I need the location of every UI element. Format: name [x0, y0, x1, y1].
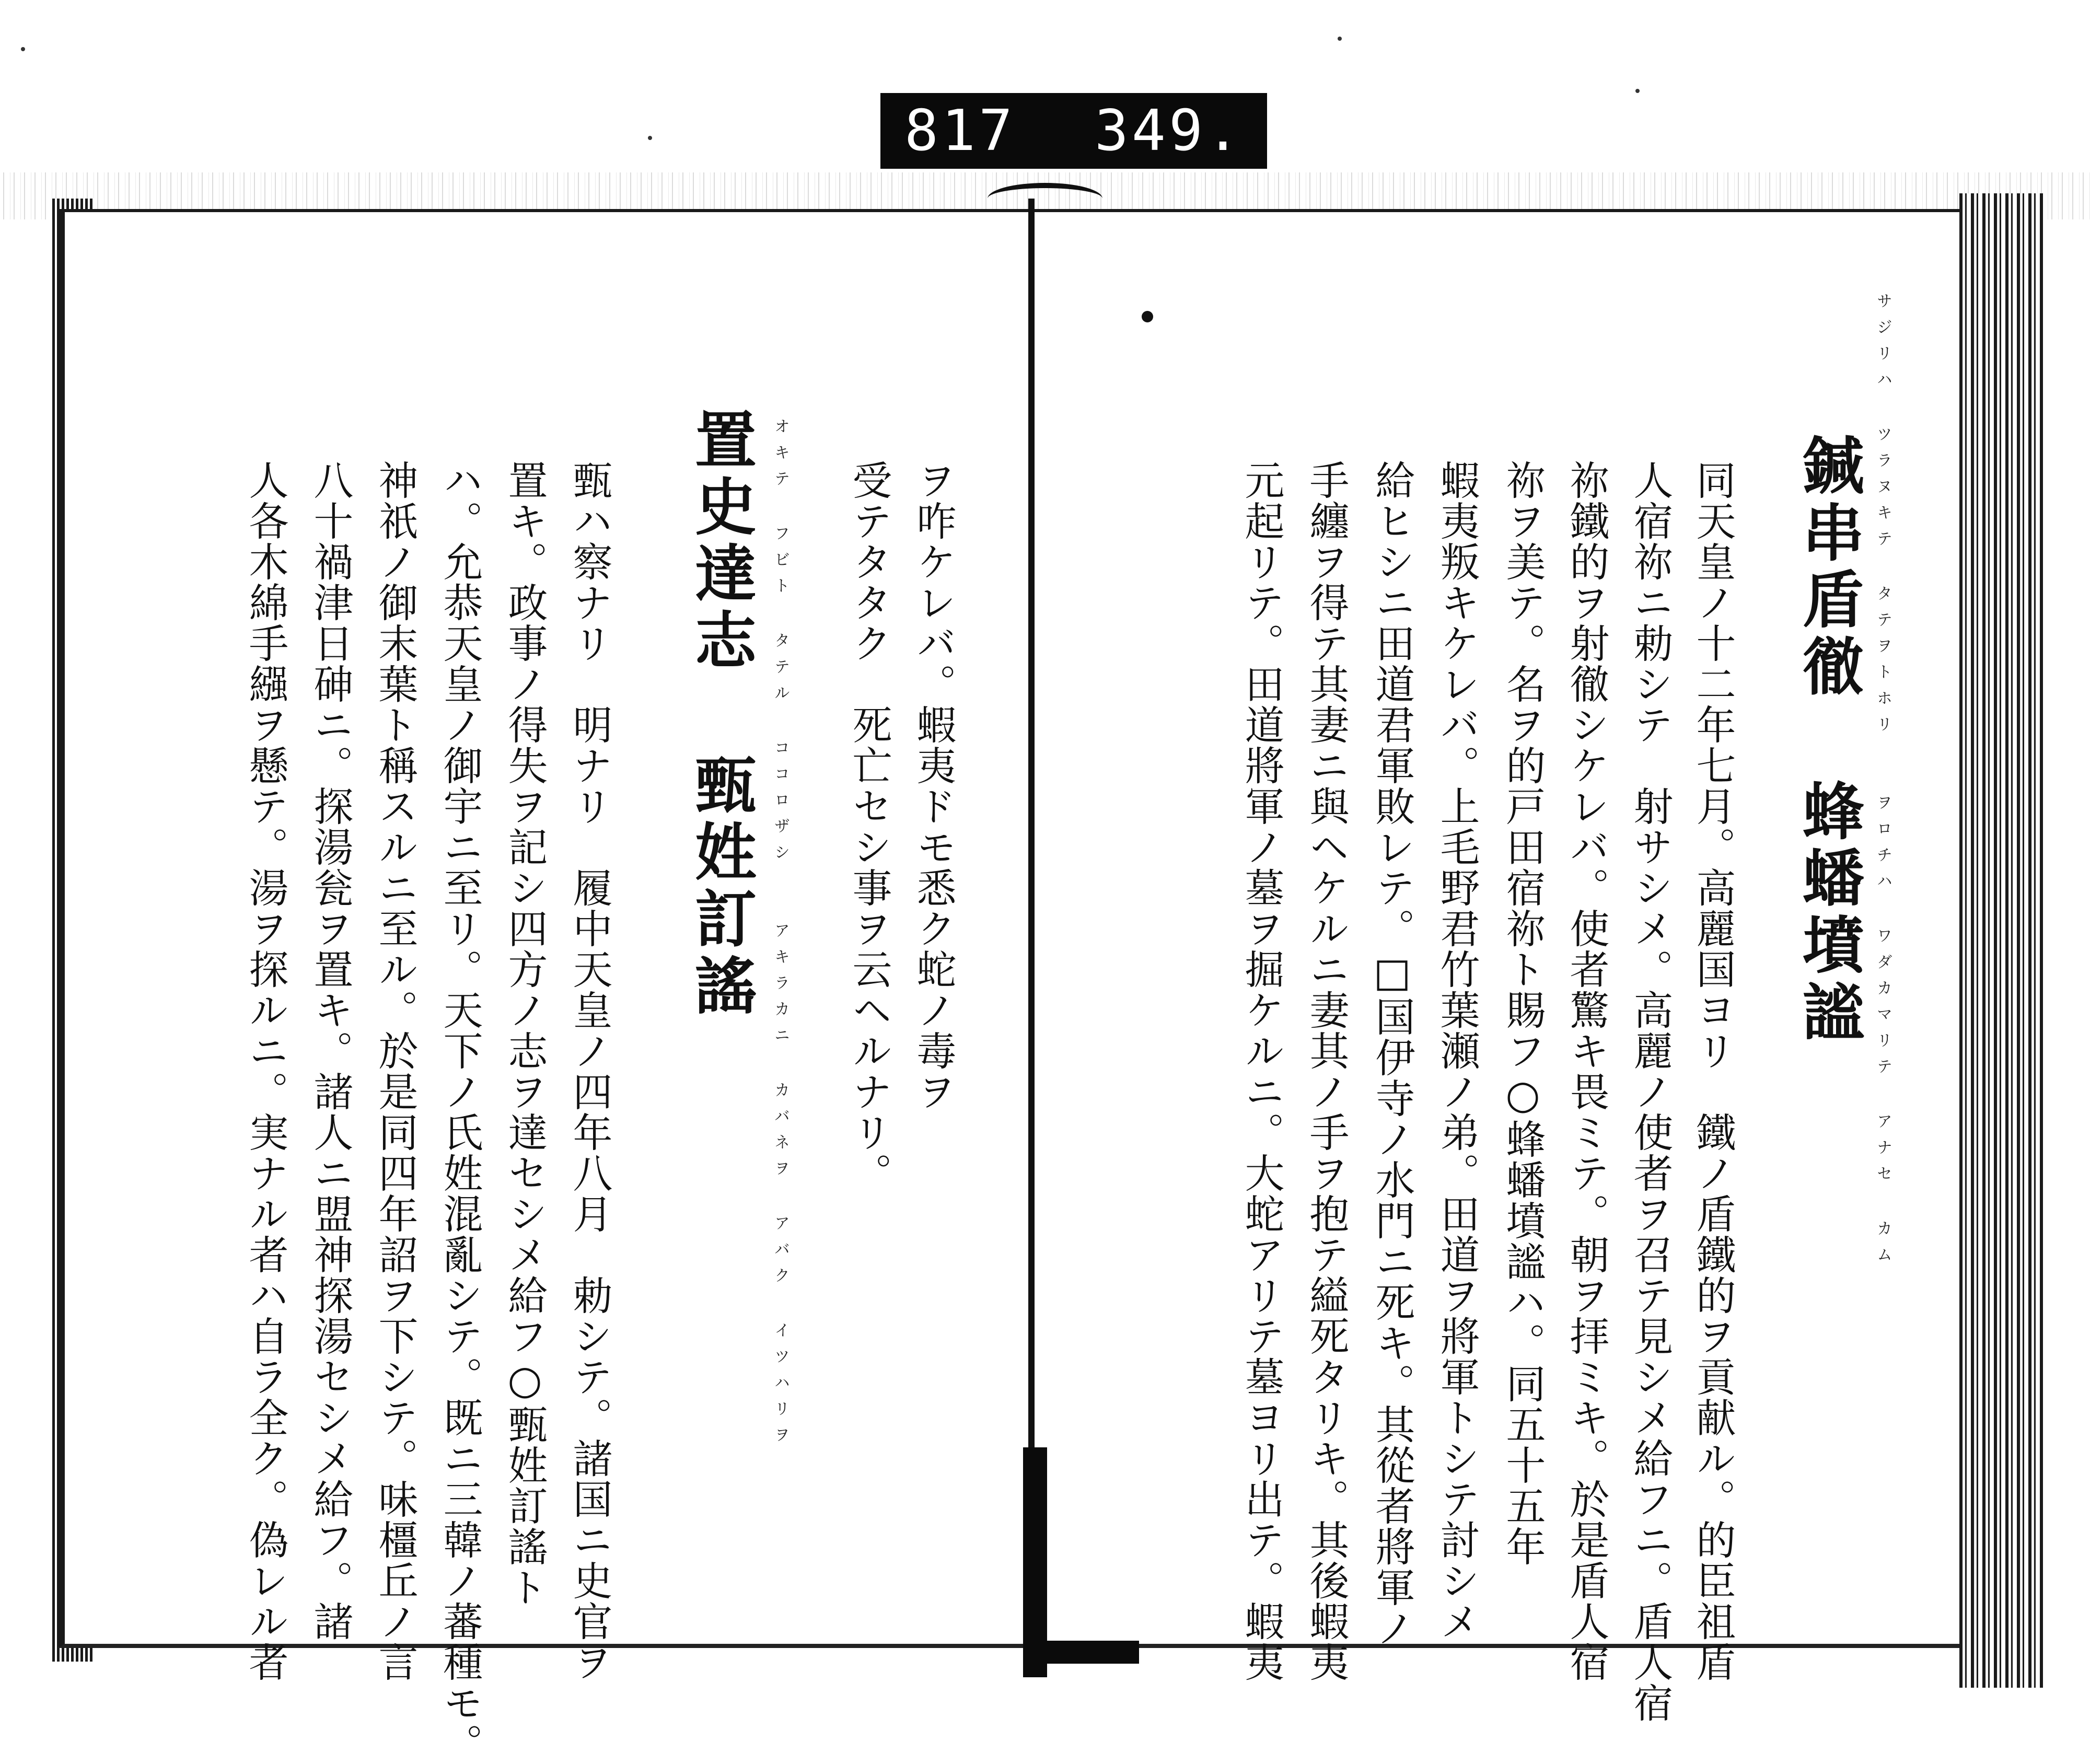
right-text-line: 祢ヲ美テ。名ヲ的戸田宿祢ト賜フ○蜂蟠墳謐ハ。同五十五年 [1500, 460, 1546, 1567]
right-text-line: 手纏ヲ得テ其妻ニ與ヘケルニ妻其ノ手ヲ抱テ縊死タリキ。其後蝦夷 [1303, 460, 1350, 1682]
spine-top-curl [988, 183, 1102, 214]
catalog-number-left: 817 [904, 98, 1016, 164]
right-text-line: 元起リテ。田道將軍ノ墓ヲ掘ケルニ。大蛇アリテ墓ヨリ出テ。蝦夷 [1238, 460, 1285, 1682]
left-text-line: 神祇ノ御末葉ト稱スルニ至ル。於是同四年詔ヲ下シテ。味橿丘ノ言 [372, 460, 419, 1682]
right-text-line: 給ヒシニ田道君軍敗レテ。□国伊寺ノ水門ニ死キ。其從者將軍ノ [1369, 460, 1415, 1649]
open-book [57, 199, 2043, 1698]
left-text-line: 八十禍津日砷ニ。探湯瓮ヲ置キ。諸人ニ盟神探湯セシメ給フ。諸 [307, 460, 354, 1642]
left-text-line: 甄ハ察ナリ 明ナリ 履中天皇ノ四年八月 勅シテ。諸国ニ史官ヲ [566, 460, 613, 1682]
right-page-edges [1959, 193, 2043, 1688]
ink-dot [1142, 311, 1153, 322]
left-continuation-line: 受テタタク 死亡セシ事ヲ云ヘルナリ。 [846, 460, 892, 1193]
book-gutter [1028, 199, 1035, 1557]
right-page-title: 鍼串盾徹 蜂蟠墳謐 [1792, 434, 1865, 1047]
scan-speck [21, 47, 25, 51]
scan-speck [648, 136, 652, 140]
right-text-line: 同天皇ノ十二年七月。高麗国ヨリ 鐵ノ盾鐵的ヲ貢献ル。的臣祖盾 [1690, 460, 1736, 1682]
catalog-number-label [880, 93, 1267, 169]
left-section-ruby: オキテ フビト タテル ココロザシ アキラカニ カバネヲ アバク イツハリヲ [771, 418, 789, 1453]
left-text-line: 置キ。政事ノ得失ヲ記シ四方ノ志ヲ達セシメ給フ○甄姓訂謠ト [502, 460, 548, 1608]
left-continuation-line: ヲ咋ケレバ。蝦夷ドモ悉ク蛇ノ毒ヲ [910, 460, 957, 1112]
right-text-line: 蝦夷叛キケレバ。上毛野君竹葉瀬ノ弟。田道ヲ將軍トシテ討シメ [1434, 460, 1480, 1642]
scan-speck [1338, 37, 1342, 41]
catalog-number-right: 349. [1094, 98, 1243, 164]
gutter-base-shadow [1045, 1641, 1139, 1664]
right-title-ruby: サジリハ ツラヌキテ タテヲトホリ ヲロチハ ワダカマリテ アナセ カム [1874, 293, 1892, 1272]
scan-speck [1635, 89, 1640, 93]
left-section-title: 置史達志 甄姓訂謠 [684, 408, 757, 1020]
right-text-line: 人宿祢ニ勅シテ 射サシメ。高麗ノ使者ヲ召テ見シメ給フニ。盾人宿 [1627, 460, 1674, 1723]
left-text-line: 人各木綿手繦ヲ懸テ。湯ヲ探ルニ。実ナル者ハ自ラ全ク。偽レル者 [242, 460, 289, 1682]
right-text-line: 祢鐵的ヲ射徹シケレバ。使者驚キ畏ミテ。朝ヲ拝ミキ。於是盾人宿 [1563, 460, 1610, 1682]
gutter-shadow [1023, 1447, 1047, 1677]
left-text-line: ハ。允恭天皇ノ御宇ニ至リ。天下ノ氏姓混亂シテ。既ニ三韓ノ蕃種モ。 [437, 460, 483, 1764]
